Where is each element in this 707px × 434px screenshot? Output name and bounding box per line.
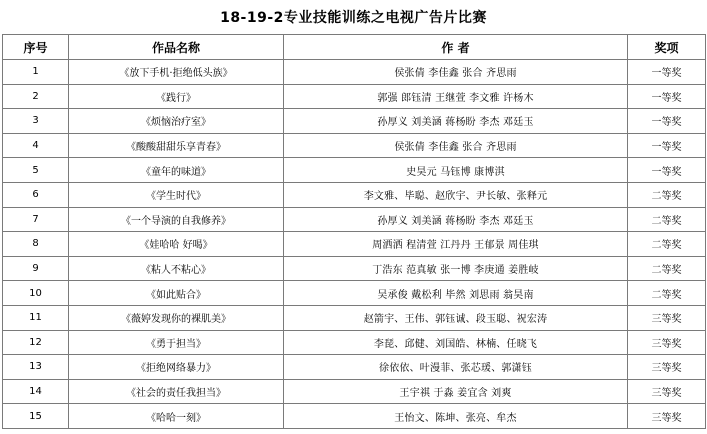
award-cell: 二等奖	[628, 207, 706, 232]
award-cell: 二等奖	[628, 182, 706, 207]
table-row	[3, 84, 706, 109]
table-row	[3, 158, 706, 183]
authors-cell: 丁浩东 范真敏 张一博 李庚通 姜胜岐	[284, 256, 628, 281]
authors-cell: 赵箭宇、王伟、郭钰诚、段玉聪、祝宏涛	[284, 305, 628, 330]
row-index: 4	[3, 133, 69, 158]
page-title: 18-19-2专业技能训练之电视广告片比赛	[220, 10, 487, 26]
authors-cell: 李文雅、毕聪、赵欣宇、尹长敏、张释元	[284, 182, 628, 207]
work-title: 《学生时代》	[69, 182, 284, 207]
authors-cell: 孙厚义 刘美涵 蒋杨盼 李杰 邓廷玉	[284, 207, 628, 232]
work-title: 《烦恼治疗室》	[69, 109, 284, 134]
authors-cell: 吴承俊 戴松利 毕然 刘思雨 翁昊南	[284, 281, 628, 306]
row-index: 10	[3, 281, 69, 306]
authors-cell: 徐依依、叶漫菲、张芯瑗、郭潇钰	[284, 355, 628, 380]
authors-cell: 侯张倩 李佳鑫 张合 齐思雨	[284, 60, 628, 85]
table-row	[3, 109, 706, 134]
table-row	[3, 60, 706, 85]
row-index: 14	[3, 379, 69, 404]
table-row	[3, 281, 706, 306]
work-title: 《酸酸甜甜乐享青春》	[69, 133, 284, 158]
award-cell: 一等奖	[628, 109, 706, 134]
table-row	[3, 207, 706, 232]
row-index: 15	[3, 404, 69, 429]
award-cell: 三等奖	[628, 355, 706, 380]
authors-cell: 郭强 郎钰清 王继萱 李文雅 许杨木	[284, 84, 628, 109]
award-cell: 三等奖	[628, 404, 706, 429]
table-row	[3, 330, 706, 355]
table-row	[3, 379, 706, 404]
work-title: 《童年的味道》	[69, 158, 284, 183]
work-title: 《勇于担当》	[69, 330, 284, 355]
authors-cell: 史昊元 马钰博 康博淇	[284, 158, 628, 183]
award-cell: 二等奖	[628, 281, 706, 306]
header-award: 奖项	[628, 35, 706, 60]
table-row	[3, 232, 706, 257]
work-title: 《践行》	[69, 84, 284, 109]
table-body	[3, 60, 706, 429]
row-index: 5	[3, 158, 69, 183]
row-index: 6	[3, 182, 69, 207]
award-cell: 三等奖	[628, 305, 706, 330]
table-row	[3, 355, 706, 380]
award-cell: 二等奖	[628, 256, 706, 281]
work-title: 《娃哈哈 好喝》	[69, 232, 284, 257]
row-index: 8	[3, 232, 69, 257]
row-index: 2	[3, 84, 69, 109]
work-title: 《哈哈一刻》	[69, 404, 284, 429]
row-index: 12	[3, 330, 69, 355]
authors-cell: 孙厚义 刘美涵 蒋杨盼 李杰 邓廷玉	[284, 109, 628, 134]
table-row	[3, 305, 706, 330]
table-row	[3, 182, 706, 207]
award-cell: 二等奖	[628, 232, 706, 257]
work-title: 《粘人不粘心》	[69, 256, 284, 281]
work-title: 《社会的责任我担当》	[69, 379, 284, 404]
award-cell: 一等奖	[628, 60, 706, 85]
award-cell: 一等奖	[628, 133, 706, 158]
header-index: 序号	[3, 35, 69, 60]
row-index: 11	[3, 305, 69, 330]
authors-cell: 周洒洒 程清萱 江丹丹 王郁景 周佳琪	[284, 232, 628, 257]
authors-cell: 侯张倩 李佳鑫 张合 齐思雨	[284, 133, 628, 158]
table-row	[3, 404, 706, 429]
header-work: 作品名称	[69, 35, 284, 60]
row-index: 1	[3, 60, 69, 85]
award-cell: 三等奖	[628, 379, 706, 404]
row-index: 3	[3, 109, 69, 134]
award-cell: 一等奖	[628, 158, 706, 183]
work-title: 《一个导演的自我修养》	[69, 207, 284, 232]
authors-cell: 王宇祺 于淼 姜宜含 刘爽	[284, 379, 628, 404]
table-row	[3, 256, 706, 281]
header-row	[3, 35, 706, 60]
work-title: 《薇婷发现你的裸肌美》	[69, 305, 284, 330]
row-index: 13	[3, 355, 69, 380]
award-cell: 一等奖	[628, 84, 706, 109]
work-title: 《放下手机·拒绝低头族》	[69, 60, 284, 85]
table-row	[3, 133, 706, 158]
table-header	[3, 35, 706, 60]
awards-table	[2, 34, 706, 429]
authors-cell: 李琵、邱健、刘国皓、林楠、任晓飞	[284, 330, 628, 355]
authors-cell: 王怡文、陈坤、张亮、牟杰	[284, 404, 628, 429]
row-index: 9	[3, 256, 69, 281]
award-cell: 三等奖	[628, 330, 706, 355]
work-title: 《拒绝网络暴力》	[69, 355, 284, 380]
header-author: 作 者	[284, 35, 628, 60]
row-index: 7	[3, 207, 69, 232]
work-title: 《如此贴合》	[69, 281, 284, 306]
